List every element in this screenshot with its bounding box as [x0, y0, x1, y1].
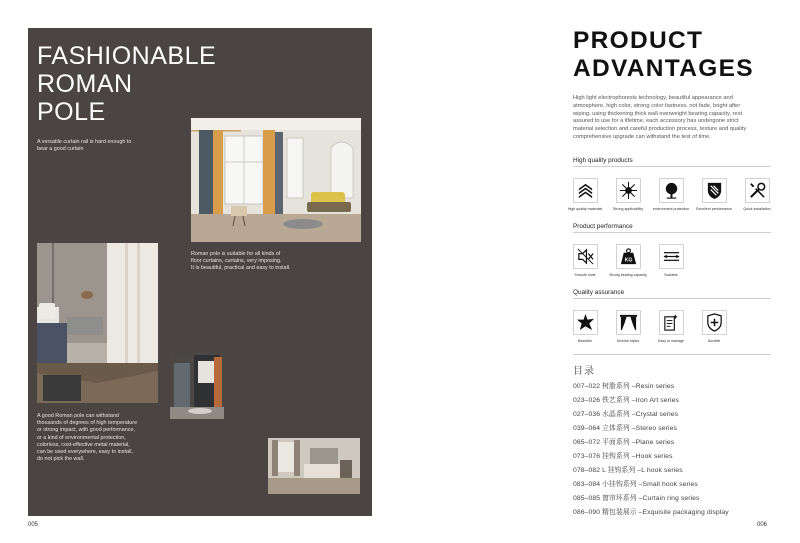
- icon-label: Scalable: [664, 273, 678, 277]
- icon-label: Diverse styles: [616, 339, 640, 343]
- section-heading-assurance: Quality assurance: [573, 289, 625, 296]
- icon-label: Excellent performance: [696, 207, 732, 211]
- text-line: atmosphere, high color, strong color fastness, not fade, bright after: [573, 102, 741, 109]
- sunburst-icon: [616, 178, 641, 203]
- text-line: A good Roman pole can withstand: [37, 413, 119, 419]
- bottom-text: [37, 413, 157, 463]
- catalog-item: 039–064 立体系列 –Stereo series: [573, 425, 677, 432]
- kg-weight-icon: [616, 244, 641, 269]
- catalog-item: 078–082 L 挂钩系列 –L hook series: [573, 467, 683, 474]
- mute-speaker-icon: [573, 244, 598, 269]
- title-line: FASHIONABLE: [37, 42, 217, 70]
- page-number-left: 005: [28, 522, 39, 528]
- text-line: material selection and careful production process, texture and quality: [573, 126, 747, 133]
- text-line: Roman pole is suitable for all kinds of: [191, 251, 281, 257]
- icon-label: Beautiful: [578, 339, 592, 343]
- advantages-paragraph: [573, 95, 773, 142]
- text-line: A versatile curtain rail is hard enough to: [37, 139, 132, 145]
- catalog-item: 073–076 挂钩系列 –Hook series: [573, 453, 673, 460]
- chevron-stack-icon: [573, 178, 598, 203]
- icon-label: High quality materials: [567, 207, 603, 211]
- extend-arrows-icon: [659, 244, 684, 269]
- text-line: bear a good curtain: [37, 146, 84, 153]
- catalog-item: 065–072 平面系列 –Plane series: [573, 439, 675, 446]
- bedroom-photo: [37, 243, 158, 403]
- icon-label: Durable: [707, 339, 721, 343]
- section-heading-performance: Product performance: [573, 223, 633, 230]
- title-line: PRODUCT: [573, 27, 704, 54]
- catalog-item: 007–022 树脂系列 –Resin series: [573, 383, 675, 390]
- catalog-item: 083–084 小挂钩系列 –Small hook series: [573, 481, 698, 488]
- shield-plus-icon: [702, 310, 727, 335]
- section-divider: [573, 166, 771, 167]
- page-title-right: [573, 27, 783, 83]
- icon-label: environment protection: [652, 207, 690, 211]
- text-line: or a kind of environmental protection,: [37, 434, 126, 441]
- text-line: or strong impact, with good performance,: [37, 427, 135, 434]
- section-divider: [573, 232, 771, 233]
- title-line: ADVANTAGES: [573, 55, 754, 82]
- document-icon: [659, 310, 684, 335]
- catalog-item: 023–026 铁艺系列 –Iron Art series: [573, 397, 680, 404]
- icon-label: Strong applicability: [612, 207, 644, 211]
- curtain-icon: [616, 310, 641, 335]
- page-title-left: [37, 42, 337, 126]
- star-burst-icon: [573, 310, 598, 335]
- text-line: It is beautiful, practical and easy to install.: [191, 265, 291, 272]
- title-line: ROMAN: [37, 70, 133, 98]
- catalog-item: 027–036 水晶系列 –Crystal series: [573, 411, 679, 418]
- catalog-item: 086–090 精包装展示 –Exquisite packaging display: [573, 509, 729, 516]
- text-line: floor curtains, curtains, very imposing.: [191, 258, 282, 265]
- icon-label: Quick installation: [743, 207, 771, 211]
- title-line: POLE: [37, 98, 106, 126]
- shield-stripes-icon: [702, 178, 727, 203]
- small-room-photo: [268, 438, 360, 494]
- text-line: thousands of degrees of high temperature: [37, 420, 138, 427]
- text-line: comprehensive upgrade can withstand the test of time.: [573, 133, 711, 140]
- icon-label: Smooth mute: [574, 273, 596, 277]
- svg-text:KG: KG: [624, 257, 633, 264]
- icon-label: Easy to manage: [658, 339, 684, 343]
- text-line: do not pick the wall.: [37, 456, 85, 463]
- text-line: can be used everywhere, easy to install,: [37, 449, 133, 456]
- middle-text: [191, 251, 319, 273]
- hall-photo: [170, 353, 224, 419]
- text-line: colorless, cost-effective metal material,: [37, 441, 130, 448]
- section-divider: [573, 354, 771, 355]
- living-room-photo: [191, 118, 361, 242]
- section-divider: [573, 298, 771, 299]
- text-line: wiping, using thickening thick wall overweight bearing capacity, rest: [573, 110, 743, 117]
- intro-text: [37, 139, 155, 153]
- catalog-item: 085–085 窗帘环系列 –Curtain ring series: [573, 495, 700, 502]
- icon-label: Strong bearing capacity: [609, 273, 647, 277]
- text-line: assured to use for a lifetime, each accessory has undergone strict: [573, 118, 739, 125]
- text-line: High light electrophoresis technology, beautiful appearance and: [573, 95, 733, 101]
- section-heading-high-quality: High quality products: [573, 157, 633, 164]
- page-number-right: 006: [757, 522, 768, 528]
- tree-icon: [659, 178, 684, 203]
- catalog-heading: 目录: [573, 366, 595, 377]
- wrench-screwdriver-icon: [745, 178, 770, 203]
